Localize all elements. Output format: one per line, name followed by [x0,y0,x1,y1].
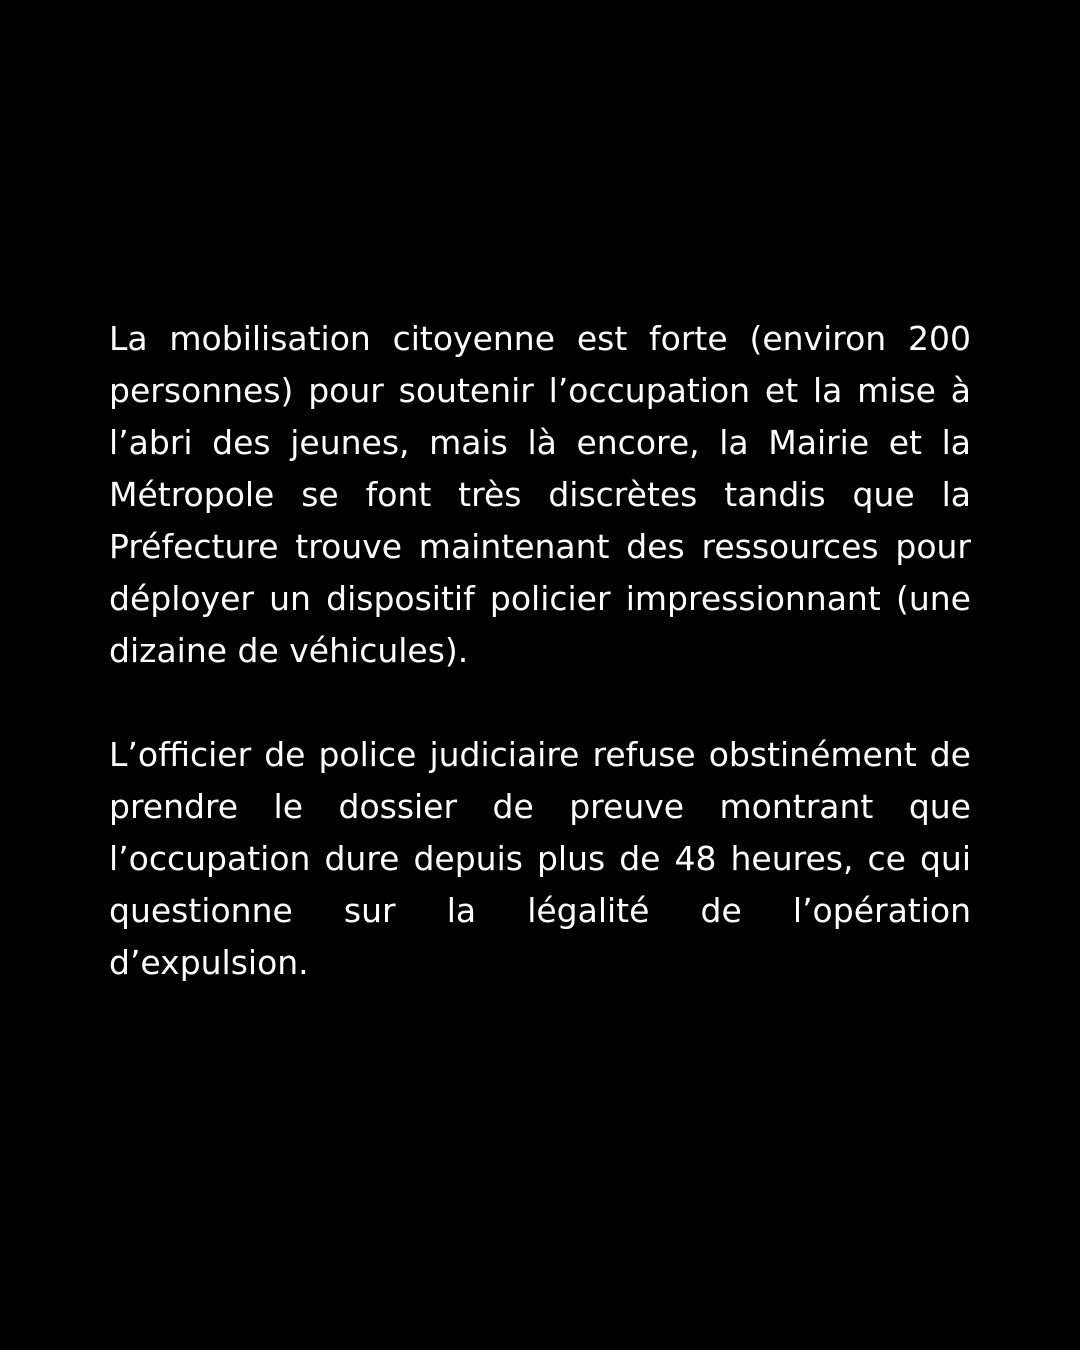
paragraph-mobilisation: La mobilisation citoyenne est forte (environ 200 personnes) pour soutenir l’occupation et la mise à l’abri des jeunes, mais là encore, la Mairie et la Métropole se font très discrètes tandis que la Préfecture trouve maintenant des ressources pour déployer un dispositif policier impressionnant (une dizaine de véhicules). [109,319,971,670]
article-text [109,313,971,989]
paragraph-officier: L’officier de police judiciaire refuse obstinément de prendre le dossier de preuve montrant que l’occupation dure depuis plus de 48 heures, ce qui questionne sur la légalité de l’opération d’expulsion. [109,735,971,982]
